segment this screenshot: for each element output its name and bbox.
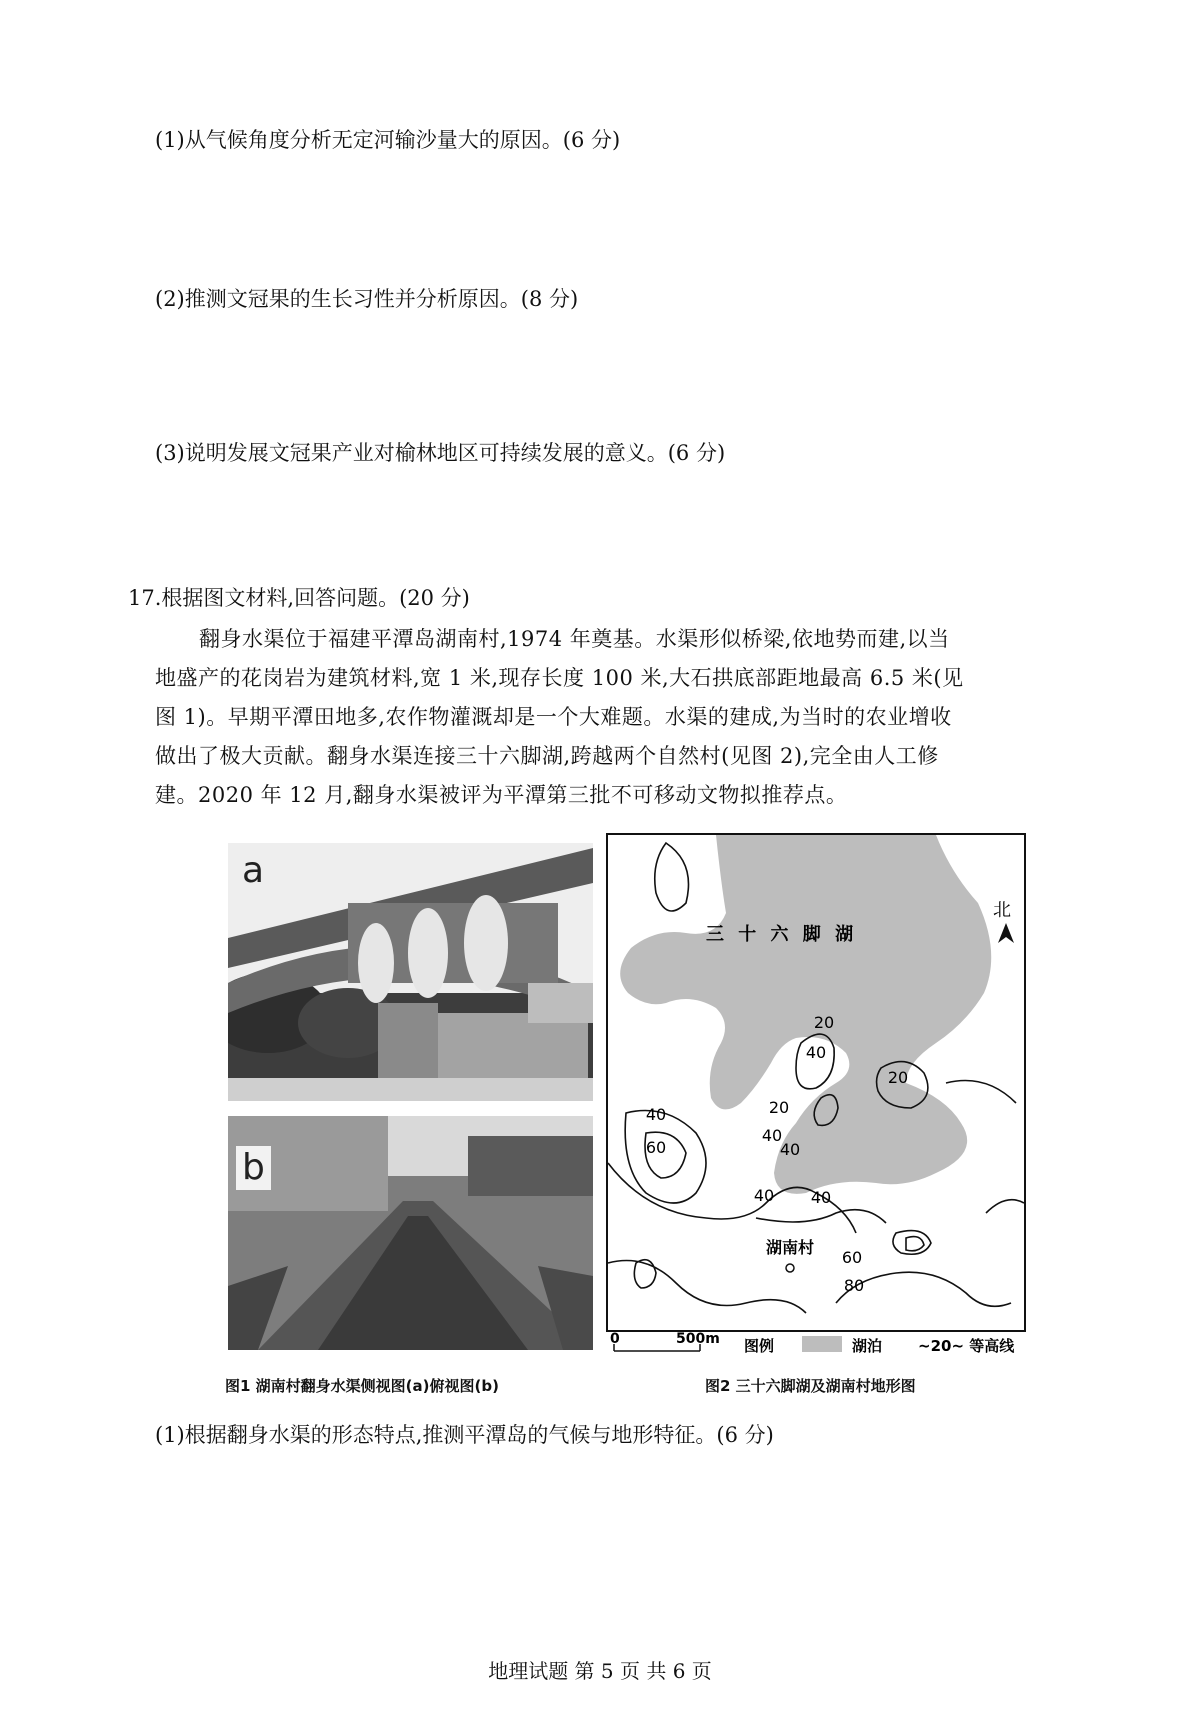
q17-paragraph: [155, 620, 1095, 815]
legend-contour: ~20~ 等高线: [918, 1337, 1015, 1353]
legend-lake: 湖泊: [852, 1337, 883, 1353]
lake-name-label: 三 十 六 脚 湖: [706, 924, 858, 945]
figure1-caption: 图1 湖南村翻身水渠侧视图(a)俯视图(b): [225, 1377, 499, 1395]
photo-label-b: b: [236, 1146, 271, 1190]
contour-label: 20: [887, 1068, 909, 1087]
contour-label: 40: [779, 1140, 801, 1159]
paragraph-line: 图 1)。早期平潭田地多,农作物灌溉却是一个大难题。水渠的建成,为当时的农业增收: [155, 705, 952, 729]
q16-sub1: (1)从气候角度分析无定河输沙量大的原因。(6 分): [155, 128, 621, 152]
contour-label: 60: [645, 1138, 667, 1157]
q17-sub1: (1)根据翻身水渠的形态特点,推测平潭岛的气候与地形特征。(6 分): [155, 1423, 774, 1447]
photo-label-a: a: [242, 850, 265, 891]
aqueduct-side-photo: [228, 843, 593, 1101]
contour-label: 40: [645, 1105, 667, 1124]
figure2-caption: 图2 三十六脚湖及湖南村地形图: [705, 1377, 916, 1395]
contour-label: 40: [805, 1043, 827, 1062]
q17-title: 17.根据图文材料,回答问题。(20 分): [128, 586, 470, 610]
contour-label: 20: [813, 1013, 835, 1032]
photo-b-aqueduct-top-view: [228, 1116, 593, 1350]
topographic-map: [606, 833, 1026, 1353]
scale-length: 500m: [676, 1331, 720, 1347]
paragraph-line: 建。2020 年 12 月,翻身水渠被评为平潭第三批不可移动文物拟推荐点。: [155, 783, 848, 807]
north-label: 北: [993, 900, 1011, 921]
q16-sub2: (2)推测文冠果的生长习性并分析原因。(8 分): [155, 287, 579, 311]
contour-label: 40: [810, 1188, 832, 1207]
contour-label: 60: [841, 1248, 863, 1267]
figure2-map: [606, 833, 1026, 1353]
paragraph-line: 做出了极大贡献。翻身水渠连接三十六脚湖,跨越两个自然村(见图 2),完全由人工修: [155, 744, 939, 768]
paragraph-line: 翻身水渠位于福建平潭岛湖南村,1974 年奠基。水渠形似桥梁,依地势而建,以当: [199, 627, 950, 651]
contour-label: 40: [761, 1126, 783, 1145]
village-label: 湖南村: [765, 1238, 815, 1257]
photo-a-aqueduct-side-view: [228, 843, 593, 1101]
aqueduct-top-photo: [228, 1116, 593, 1350]
contour-label: 40: [753, 1186, 775, 1205]
q16-sub3: (3)说明发展文冠果产业对榆林地区可持续发展的意义。(6 分): [155, 441, 726, 465]
contour-label: 20: [768, 1098, 790, 1117]
contour-label: 80: [843, 1276, 865, 1295]
paragraph-line: 地盛产的花岗岩为建筑材料,宽 1 米,现存长度 100 米,大石拱底部距地最高 6.5 米(见: [155, 666, 964, 690]
legend-lake-swatch: [802, 1336, 842, 1352]
scale-zero: 0: [610, 1331, 620, 1347]
legend-title: 图例: [744, 1337, 775, 1353]
page-footer: 地理试题 第 5 页 共 6 页: [488, 1659, 712, 1683]
